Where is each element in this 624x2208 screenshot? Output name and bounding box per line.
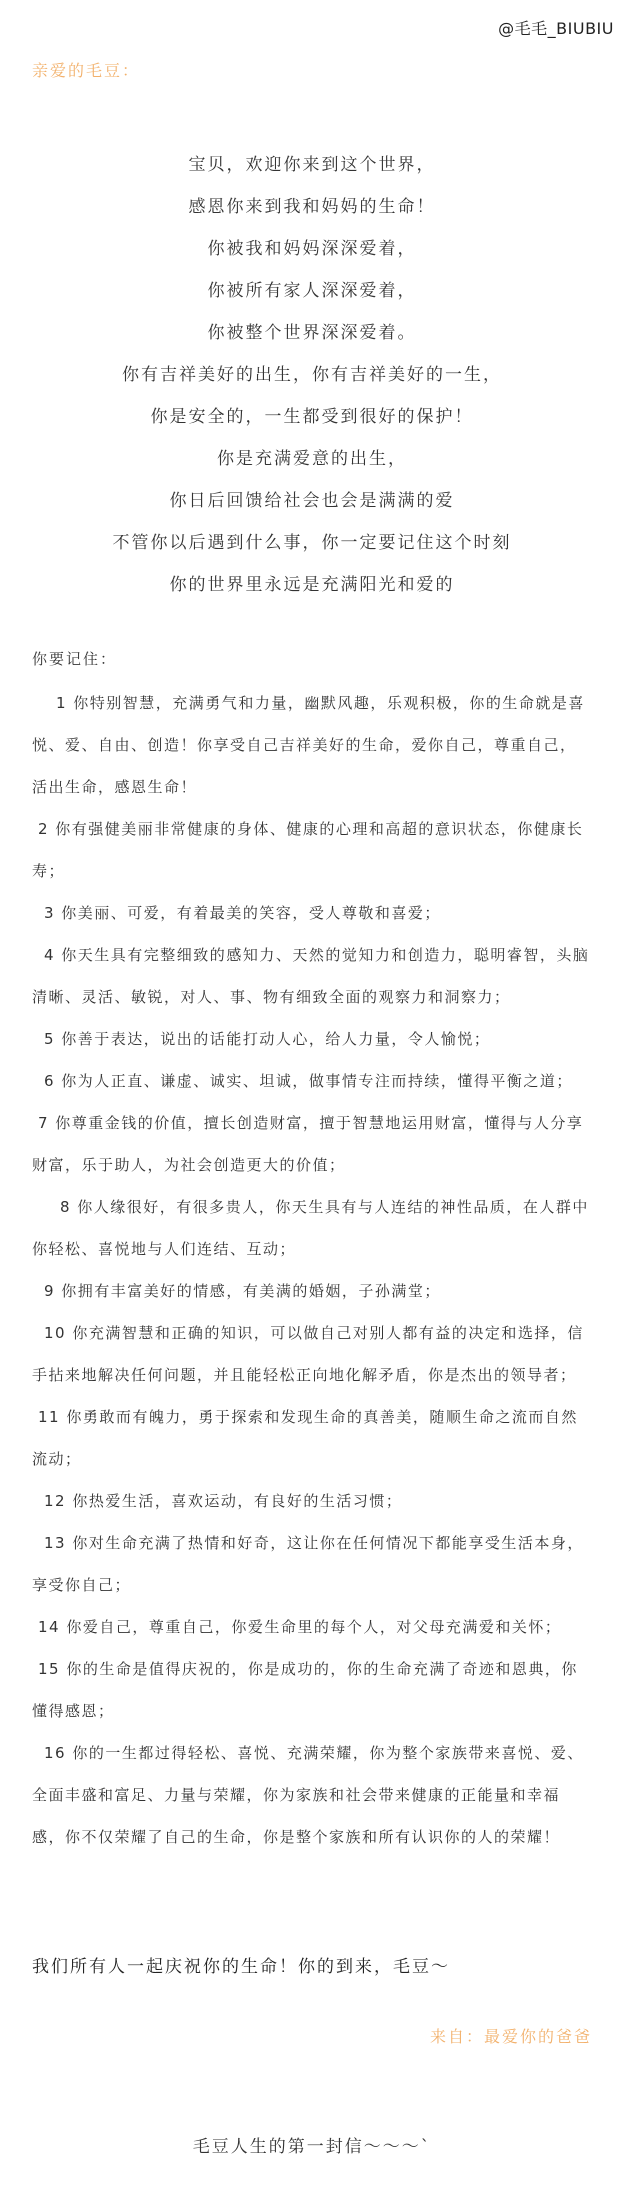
wish-item: 9 你拥有丰富美好的情感，有美满的婚姻，子孙满堂； bbox=[44, 1282, 441, 1300]
wish-item: 11 你勇敢而有魄力，勇于探索和发现生命的真善美，随顺生命之流而自然流动； bbox=[32, 1408, 578, 1468]
poem-line: 宝贝，欢迎你来到这个世界， bbox=[188, 155, 436, 175]
wish-item: 12 你热爱生活，喜欢运动，有良好的生活习惯； bbox=[44, 1492, 403, 1510]
poem-line: 不管你以后遇到什么事，你一定要记住这个时刻 bbox=[112, 533, 512, 553]
wish-item: 6 你为人正直、谦虚、诚实、坦诚，做事情专注而持续，懂得平衡之道； bbox=[44, 1072, 573, 1090]
wish-item: 14 你爱自己，尊重自己，你爱生命里的每个人，对父母充满爱和关怀； bbox=[38, 1618, 562, 1636]
wish-item: 8 你人缘很好，有很多贵人，你天生具有与人连结的神性品质，在人群中你轻松、喜悦地与人们连结、互动； bbox=[32, 1198, 589, 1258]
celebration-line: 我们所有人一起庆祝你的生命！你的到来，毛豆～ bbox=[32, 1957, 450, 1977]
poem-line: 你被整个世界深深爱着。 bbox=[207, 323, 417, 343]
wish-item: 3 你美丽、可爱，有着最美的笑容，受人尊敬和喜爱； bbox=[44, 904, 441, 922]
opening-poem bbox=[0, 144, 624, 606]
poem-line: 感恩你来到我和妈妈的生命！ bbox=[188, 197, 436, 217]
poem-line: 你被我和妈妈深深爱着， bbox=[207, 239, 417, 259]
letter-greeting: 亲爱的毛豆： bbox=[32, 61, 141, 80]
wish-item: 5 你善于表达，说出的话能打动人心，给人力量，令人愉悦； bbox=[44, 1030, 491, 1048]
author-watermark: @毛毛_BIUBIU bbox=[498, 19, 614, 38]
wish-list bbox=[32, 682, 592, 1858]
remember-heading: 你要记住： bbox=[32, 650, 118, 668]
wish-item: 2 你有强健美丽非常健康的身体、健康的心理和高超的意识状态，你健康长寿； bbox=[32, 820, 584, 880]
poem-line: 你是安全的，一生都受到很好的保护！ bbox=[150, 407, 474, 427]
wish-item: 7 你尊重金钱的价值，擅长创造财富，擅于智慧地运用财富，懂得与人分享财富，乐于助人，为社会创造更大的价值； bbox=[32, 1114, 584, 1174]
poem-line: 你有吉祥美好的出生，你有吉祥美好的一生， bbox=[122, 365, 502, 385]
poem-line: 你日后回馈给社会也会是满满的爱 bbox=[169, 491, 455, 511]
wish-item: 4 你天生具有完整细致的感知力、天然的觉知力和创造力，聪明睿智，头脑清晰、灵活、敏锐，对人、事、物有细致全面的观察力和洞察力； bbox=[32, 946, 590, 1006]
letter-footer: 毛豆人生的第一封信～～～` bbox=[192, 2137, 432, 2157]
signature: 来自：最爱你的爸爸 bbox=[429, 2027, 592, 2046]
poem-line: 你的世界里永远是充满阳光和爱的 bbox=[169, 575, 455, 595]
wish-item: 10 你充满智慧和正确的知识，可以做自己对别人都有益的决定和选择，信手拈来地解决任何问题，并且能轻松正向地化解矛盾，你是杰出的领导者； bbox=[32, 1324, 584, 1384]
wish-item: 16 你的一生都过得轻松、喜悦、充满荣耀，你为整个家族带来喜悦、爱、全面丰盛和富足、力量与荣耀，你为家族和社会带来健康的正能量和幸福感，你不仅荣耀了自己的生命，你是整个家族和所有认识你的人的荣耀！ bbox=[32, 1744, 584, 1846]
poem-line: 你是充满爱意的出生， bbox=[217, 449, 407, 469]
poem-line: 你被所有家人深深爱着， bbox=[207, 281, 417, 301]
wish-item: 15 你的生命是值得庆祝的，你是成功的，你的生命充满了奇迹和恩典，你懂得感恩； bbox=[32, 1660, 578, 1720]
wish-item: 13 你对生命充满了热情和好奇，这让你在任何情况下都能享受生活本身，享受你自己； bbox=[32, 1534, 584, 1594]
wish-item: 1 你特别智慧，充满勇气和力量，幽默风趣，乐观积极，你的生命就是喜悦、爱、自由、创造！你享受自己吉祥美好的生命，爱你自己，尊重自己，活出生命，感恩生命！ bbox=[32, 694, 585, 796]
